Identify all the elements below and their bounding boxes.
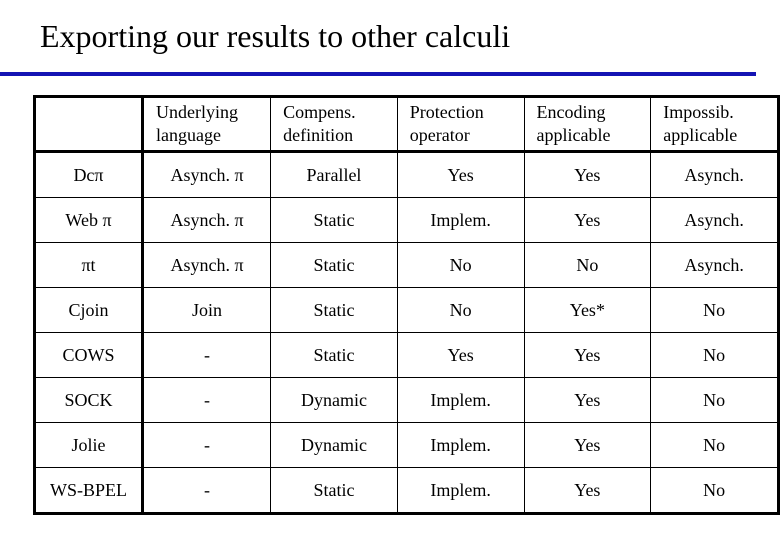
table-cell: Dynamic <box>271 378 398 423</box>
table-cell: - <box>142 468 270 514</box>
table-cell: Implem. <box>397 378 524 423</box>
table-row <box>35 288 779 333</box>
table-cell: Yes <box>524 152 651 198</box>
table-cell: Yes* <box>524 288 651 333</box>
column-header <box>35 97 143 152</box>
table-cell: No <box>651 423 779 468</box>
table-row <box>35 468 779 514</box>
table-cell: Yes <box>524 198 651 243</box>
header-line: applicable <box>536 125 611 145</box>
table-cell: Yes <box>397 333 524 378</box>
table-cell: No <box>397 243 524 288</box>
table-cell: Parallel <box>271 152 398 198</box>
table-cell: Join <box>142 288 270 333</box>
table-cell: Static <box>271 468 398 514</box>
column-header <box>271 97 398 152</box>
header-line: operator <box>409 125 470 145</box>
table-cell: Implem. <box>397 198 524 243</box>
row-header-cell: Web π <box>35 198 143 243</box>
table-cell: Yes <box>524 423 651 468</box>
header-line: applicable <box>663 125 738 145</box>
table-cell: - <box>142 378 270 423</box>
header-line: definition <box>283 125 354 145</box>
header-line: language <box>155 125 221 145</box>
table-cell: Dynamic <box>271 423 398 468</box>
table-cell: No <box>651 333 779 378</box>
row-header-cell: Dcπ <box>35 152 143 198</box>
table-row <box>35 333 779 378</box>
row-header-cell: Jolie <box>35 423 143 468</box>
row-header-cell: COWS <box>35 333 143 378</box>
column-header <box>397 97 524 152</box>
header-line: Compens. <box>283 102 356 122</box>
table-row <box>35 423 779 468</box>
slide-title: Exporting our results to other calculi <box>40 18 511 54</box>
row-header-cell: πt <box>35 243 143 288</box>
table-cell: Static <box>271 243 398 288</box>
table-cell: Asynch. π <box>142 152 270 198</box>
table-cell: Asynch. <box>651 152 779 198</box>
table-cell: Asynch. <box>651 198 779 243</box>
row-header-cell: Cjoin <box>35 288 143 333</box>
table-cell: - <box>142 423 270 468</box>
header-row <box>35 97 779 152</box>
table-row <box>35 198 779 243</box>
table-cell: No <box>651 288 779 333</box>
row-header-cell: WS-BPEL <box>35 468 143 514</box>
table-cell: Yes <box>397 152 524 198</box>
table-cell: Yes <box>524 468 651 514</box>
column-header <box>524 97 651 152</box>
table-cell: No <box>651 468 779 514</box>
table-cell: Static <box>271 198 398 243</box>
table-cell: Asynch. π <box>142 198 270 243</box>
table-cell: Static <box>271 333 398 378</box>
table-cell: - <box>142 333 270 378</box>
table-cell: No <box>397 288 524 333</box>
column-header <box>651 97 779 152</box>
table-cell: No <box>651 378 779 423</box>
header-line: Encoding <box>536 102 606 122</box>
table-row <box>35 378 779 423</box>
header-line: Underlying <box>155 102 238 122</box>
header-line: Impossib. <box>663 102 734 122</box>
table-row <box>35 243 779 288</box>
table-cell: Yes <box>524 333 651 378</box>
column-header <box>142 97 270 152</box>
table-cell: Asynch. π <box>142 243 270 288</box>
title-underline <box>0 72 756 76</box>
header-line: Protection <box>409 102 484 122</box>
table-cell: Implem. <box>397 423 524 468</box>
table-row <box>35 152 779 198</box>
table-cell: Implem. <box>397 468 524 514</box>
table-cell: Yes <box>524 378 651 423</box>
comparison-table <box>33 95 780 515</box>
table-cell: Static <box>271 288 398 333</box>
table-cell: Asynch. <box>651 243 779 288</box>
row-header-cell: SOCK <box>35 378 143 423</box>
table-cell: No <box>524 243 651 288</box>
